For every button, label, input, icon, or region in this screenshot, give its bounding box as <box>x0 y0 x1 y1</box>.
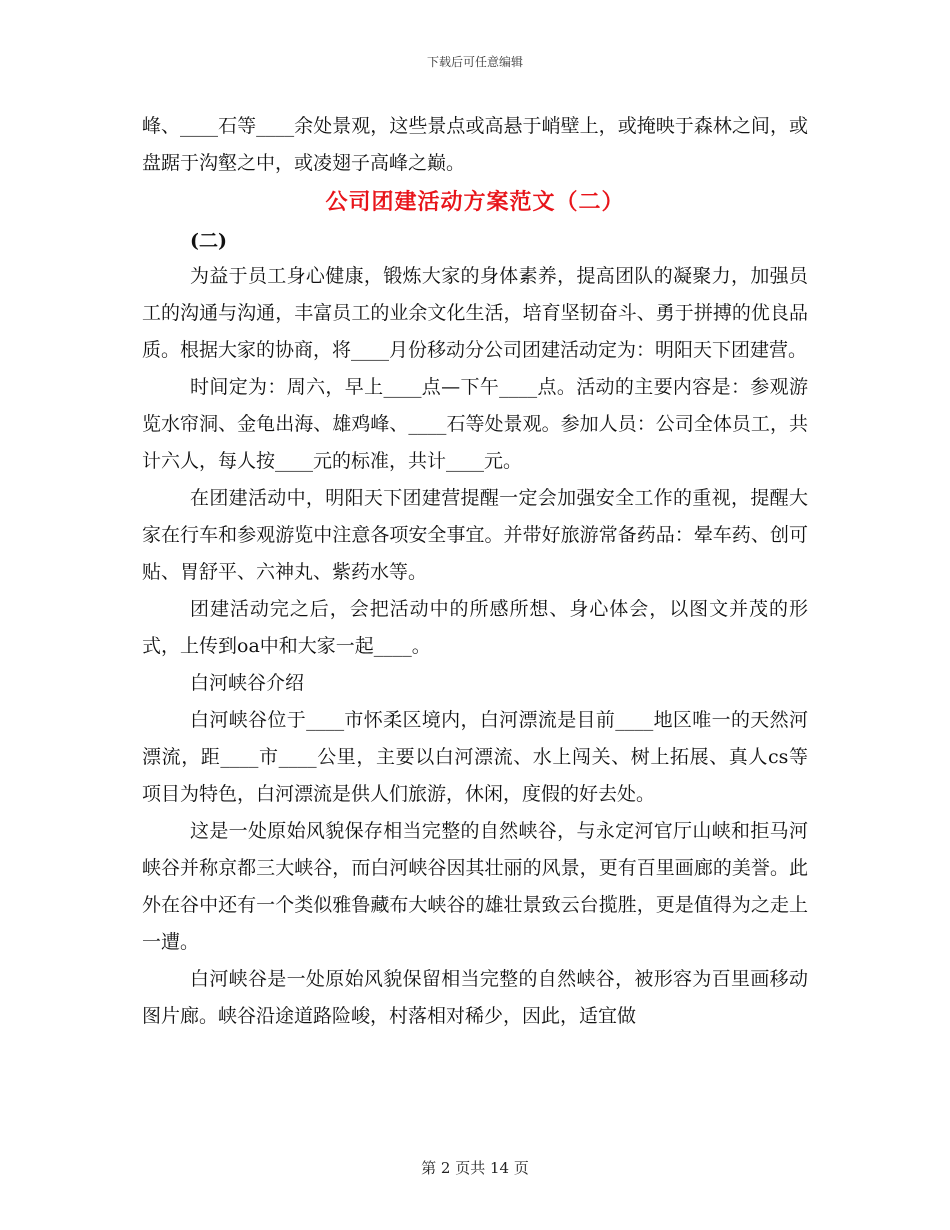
header-note: 下载后可任意编辑 <box>426 55 523 69</box>
section-title: 公司团建活动方案范文（二） <box>325 189 625 215</box>
paragraph-safety: 在团建活动中，明阳天下团建营提醒一定会加强安全工作的重视，提醒大家在行车和参观游览中注意各项安全事宜。并带好旅游常备药品：晕车药、创可贴、胃舒平、六神丸、紫药水等。 <box>142 487 808 583</box>
paragraph-purpose: 为益于员工身心健康，锻炼大家的身体素养，提高团队的凝聚力，加强员工的沟通与沟通，丰富员工的业余文化生活，培育坚韧奋斗、勇于拼搏的优良品质。根据大家的协商，将____月份移动分公司团建活动定为：明阳天下团建营。 <box>142 265 808 361</box>
paragraph-heading-baihe: 白河峡谷介绍 <box>190 672 305 694</box>
paragraph-baihe-description: 白河峡谷是一处原始风貌保留相当完整的自然峡谷，被形容为百里画移动图片廊。峡谷沿途道路险峻，村落相对稀少，因此，适宜做 <box>142 968 808 1027</box>
paragraph-continued: 峰、____石等____余处景观，这些景点或高悬于峭壁上，或掩映于森林之间，或盘踞于沟壑之中，或凌翅子高峰之巅。 <box>142 115 808 174</box>
paragraph-schedule: 时间定为：周六，早上____点—下午____点。活动的主要内容是：参观游览水帘洞、金龟出海、雄鸡峰、____石等处景观。参加人员：公司全体员工，共计六人，每人按____元的标准，共计____元。 <box>142 376 808 472</box>
section-subheading: (二) <box>190 230 227 252</box>
paragraph-baihe-location: 白河峡谷位于____市怀柔区境内，白河漂流是目前____地区唯一的天然河漂流，距____市____公里，主要以白河漂流、水上闯关、树上拓展、真人cs等项目为特色，白河漂流是供人们旅游，休闲，度假的好去处。 <box>142 709 808 805</box>
page-footer: 第 2 页共 14 页 <box>421 1159 529 1177</box>
paragraph-summary: 团建活动完之后，会把活动中的所感所想、身心体会，以图文并茂的形式，上传到oa中和大家一起____。 <box>142 598 808 657</box>
document-body <box>142 108 808 1035</box>
paragraph-baihe-scenery: 这是一处原始风貌保存相当完整的自然峡谷，与永定河官厅山峡和拒马河峡谷并称京都三大峡谷，而白河峡谷因其壮丽的风景，更有百里画廊的美誉。此外在谷中还有一个类似雅鲁藏布大峡谷的雄壮景致云台揽胜，更是值得为之走上一遭。 <box>142 820 808 953</box>
